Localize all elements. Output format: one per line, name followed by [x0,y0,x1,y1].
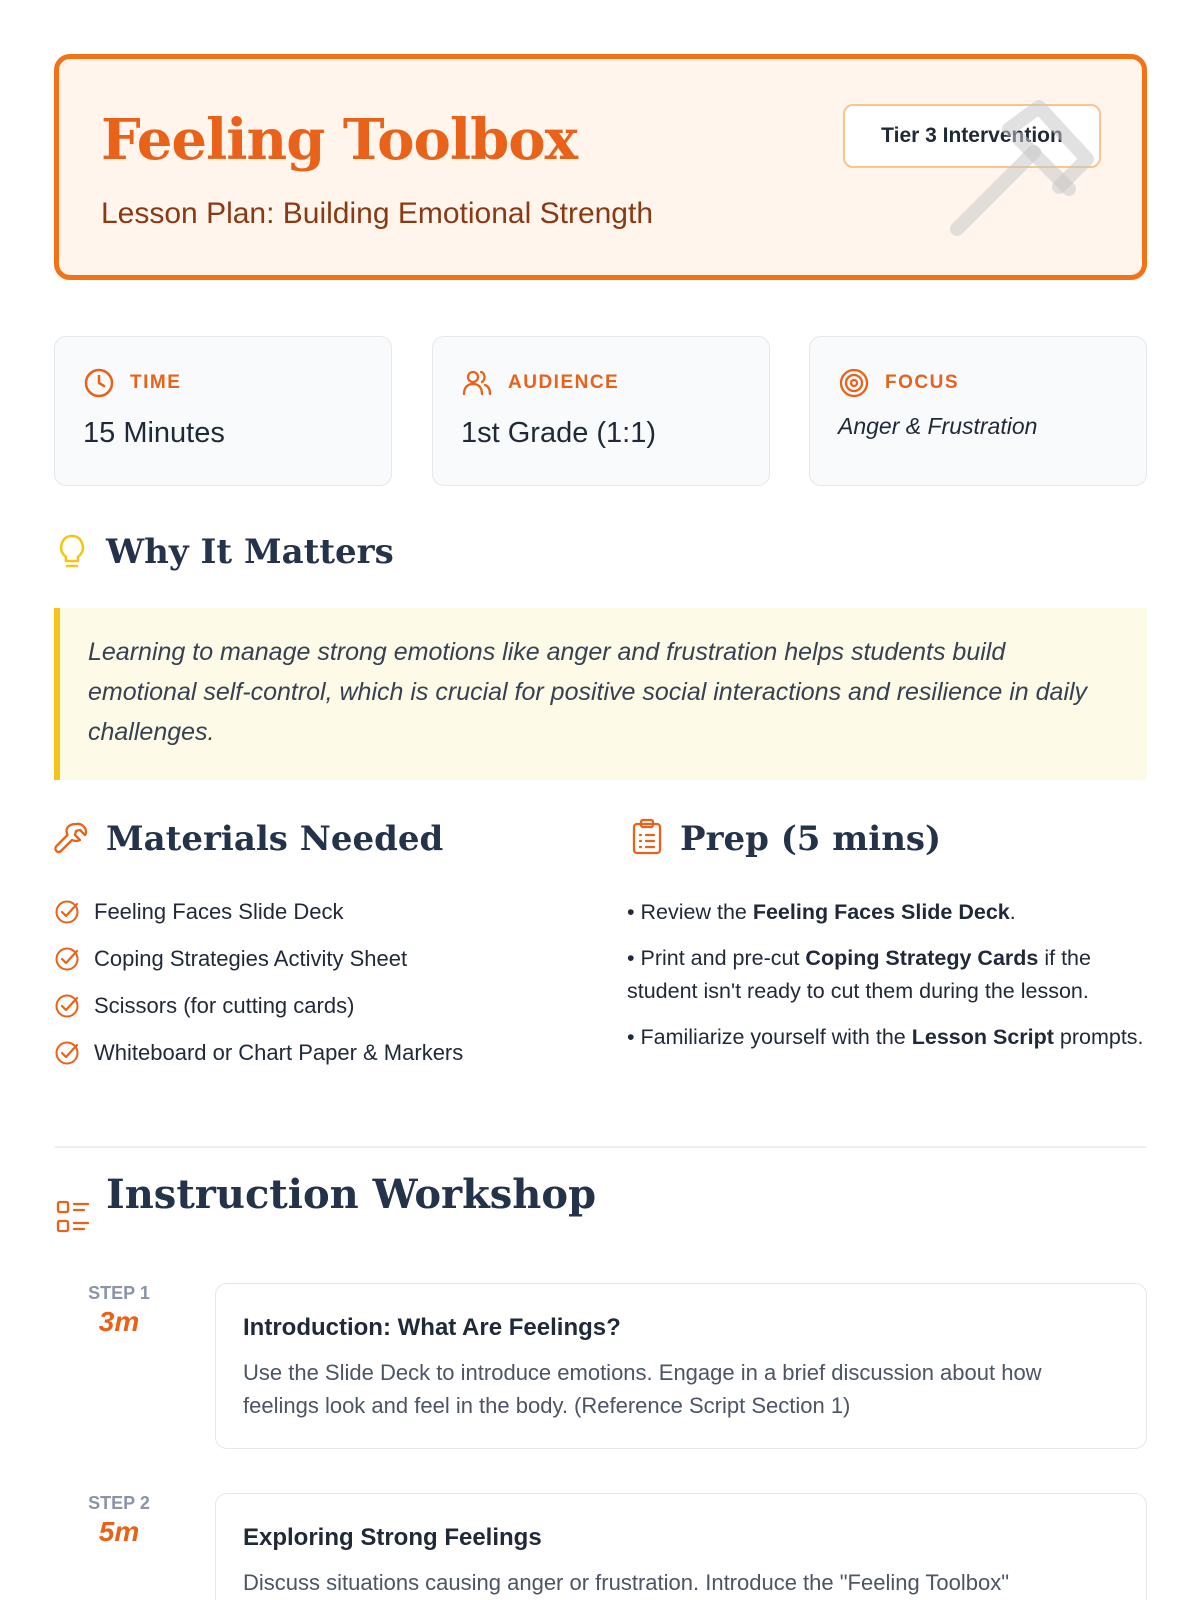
prep-text: if the student isn't ready to cut them during the lesson. [627,946,1091,1003]
tier-badge: Tier 3 Intervention [843,104,1101,168]
wrench-icon [54,820,90,856]
focus-label: FOCUS [885,372,959,393]
step-label: STEP 1 [88,1283,150,1303]
material-text: Whiteboard or Chart Paper & Markers [94,1040,464,1065]
target-icon [838,367,870,399]
step-duration: 5m [98,1516,140,1547]
list-icon [56,1200,90,1234]
workshop-heading: Instruction Workshop [106,1171,597,1218]
prep-bold: Coping Strategy Cards [805,946,1039,970]
prep-bold: Feeling Faces Slide Deck [752,900,1010,924]
hammer-icon [939,99,1109,249]
step-card [215,1283,1147,1449]
lesson-title: Feeling Toolbox [101,107,577,173]
lesson-info-row [54,336,1147,486]
material-text: Coping Strategies Activity Sheet [94,946,408,971]
prep-text: . [1009,900,1016,924]
step-duration: 3m [98,1306,140,1337]
step-label: STEP 2 [88,1493,150,1513]
clock-icon [83,367,115,399]
prep-text: • Print and pre-cut [627,946,806,970]
check-circle-icon [54,899,80,925]
step-title: Exploring Strong Feelings [243,1524,542,1551]
list-item [627,896,1147,929]
material-text: Scissors (for cutting cards) [94,993,355,1018]
list-item [54,991,594,1038]
section-divider [54,1146,1147,1148]
list-item [54,897,594,944]
time-card [54,336,392,486]
time-label: TIME [130,372,182,393]
why-quote: Learning to manage strong emotions like anger and frustration helps students build emotional self-control, which is crucial for positive social interactions and resilience in daily challenges. [54,608,1147,780]
step-title: Introduction: What Are Feelings? [243,1314,621,1341]
lesson-header-card [54,54,1147,280]
material-text: Feeling Faces Slide Deck [94,899,344,924]
prep-list [627,896,1147,1067]
audience-card [432,336,770,486]
list-item [627,1021,1147,1054]
step-description: Use the Slide Deck to introduce emotions. Engage in a brief discussion about how feelings look and feel in the body. (Reference Script Section 1) [243,1360,1042,1418]
check-circle-icon [54,993,80,1019]
focus-card [809,336,1147,486]
check-circle-icon [54,946,80,972]
list-item [54,1038,594,1085]
prep-heading: Prep (5 mins) [680,819,942,859]
step-card [215,1493,1147,1600]
list-item [54,944,594,991]
materials-list [54,897,594,1085]
why-heading: Why It Matters [106,532,394,572]
prep-text: • Familiarize yourself with the [627,1025,912,1049]
prep-text: prompts. [1053,1025,1144,1049]
audience-value: 1st Grade (1:1) [461,417,657,449]
materials-heading: Materials Needed [106,819,444,859]
check-circle-icon [54,1040,80,1066]
prep-text: • Review the [627,900,753,924]
step-description: Discuss situations causing anger or frustration. Introduce the "Feeling Toolbox" [243,1570,1010,1595]
lesson-subtitle: Lesson Plan: Building Emotional Strength [101,197,654,230]
time-value: 15 Minutes [83,417,225,449]
users-icon [461,367,493,399]
prep-bold: Lesson Script [911,1025,1054,1049]
list-item [627,942,1147,1008]
audience-label: AUDIENCE [508,372,620,393]
lightbulb-icon [58,533,86,571]
focus-value: Anger & Frustration [838,413,1038,439]
clipboard-icon [631,818,663,856]
lesson-plan-page [54,54,1147,1595]
